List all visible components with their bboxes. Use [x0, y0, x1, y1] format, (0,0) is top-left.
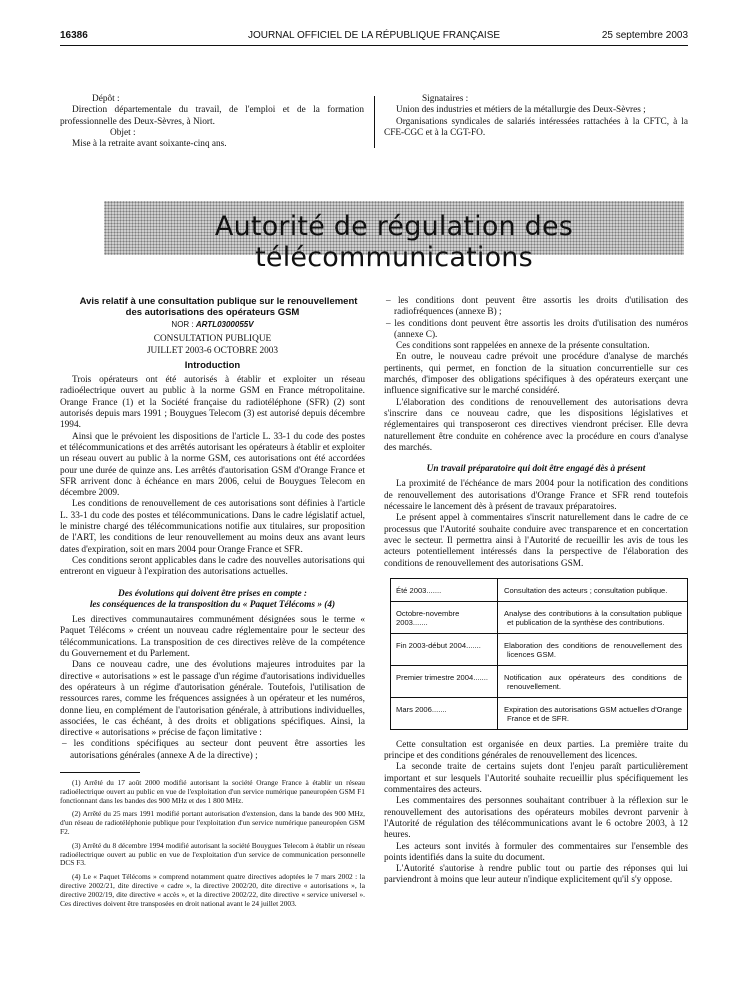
text-line: Direction départementale du travail, de l'emploi et de la formation professionnelle des Deux-Sèvres, à Niort.	[60, 105, 364, 127]
paragraph: L'Autorité s'autorise à rendre public tout ou partie des réponses qui lui parviendront à moins que leur auteur n'indique explicitement qu'il s'y oppose.	[384, 864, 688, 886]
top-right-block	[384, 94, 688, 139]
text-line: Mise à la retraite avant soixante-cinq ans.	[72, 139, 227, 150]
footnote: (1) Arrêté du 17 août 2000 modifié autorisant la société Orange France à établir un réseau radioélectrique ouvert au public en vue de l'exploitation d'un service numérique paneuropéen GSM F1 fonctionnant dans les bandes des 900 MHz et des 1 800 MHz.	[60, 777, 365, 805]
footnote: (2) Arrêté du 25 mars 1991 modifié portant autorisation d'extension, dans la bande des 900 MHz, d'un réseau de radiotéléphonie publique pour l'exploitation d'un service numérique paneuropéen GSM F2.	[60, 809, 365, 836]
section-heading	[60, 589, 365, 612]
paragraph: Cette consultation est organisée en deux parties. La première traite du principe et des conditions générales de renouvellement des licences.	[384, 739, 688, 762]
paragraph: Les directives communautaires communément désignées sous le terme « Paquet Télécoms » créent un nouveau cadre réglementaire pour le secteur des télécommunications. La transposition de ces directives relève de la compétence du Gouvernement et du Parlement.	[60, 615, 365, 660]
paragraph: Dans ce nouveau cadre, une des évolutions majeures introduites par la directive « autorisations » est le passage d'un régime d'autorisations individuelles des opérateurs à un régime d'autorisation générale. Toutefois, l'utilisation de ressources rares, comme les fréquences assignées à un opérateur et les numéros, donne lieu, en complément de l'autorisation générale, à attributions individuelles, associées, le cas échéant, à des droits et obligations spécifiques. Ainsi, la directive « autorisations » précise de façon limitative :	[60, 660, 365, 739]
journal-title: JOURNAL OFFICIEL DE LA RÉPUBLIQUE FRANÇAISE	[247, 30, 501, 41]
schedule-period-text: Mars 2006	[396, 704, 432, 714]
schedule-table	[390, 578, 688, 730]
table-row	[391, 601, 688, 633]
schedule-description: Expiration des autorisations GSM actuelles d'Orange France et de SFR.	[498, 697, 688, 729]
text-line: Union des industries et métiers de la métallurgie des Deux-Sèvres ;	[396, 105, 646, 116]
schedule-period	[391, 633, 498, 665]
section-banner	[104, 201, 684, 273]
schedule-period	[391, 697, 498, 729]
dot-leader: .......	[466, 640, 481, 650]
schedule-period-text: Premier trimestre 2004	[396, 672, 474, 682]
schedule-period-text: Octobre-novembre 2003	[396, 608, 460, 627]
section-heading-line: Des évolutions qui doivent être prises en compte :	[117, 588, 308, 599]
left-column	[60, 296, 365, 913]
table-row	[391, 633, 688, 665]
banner-title: Autorité de régulation des télécommunications	[214, 211, 574, 273]
section-heading-line: les conséquences de la transposition du « Paquet Télécoms » (4)	[89, 599, 336, 610]
paragraph: Ainsi que le prévoient les dispositions de l'article L. 33-1 du code des postes et télécommunications et des arrêtés autorisant les opérateurs à établir et exploiter un réseau ouvert au public à la norme GSM, ces autorisations ont été accordées pour une durée de quinze ans. Les arrêtés d'autorisation GSM d'Orange France et SFR arrivent donc à échéance en mars 2006, celui de Bouygues Telecom en décembre 2009.	[60, 431, 365, 499]
footnote: (3) Arrêté du 8 décembre 1994 modifié autorisant la société Bouygues Telecom à établir un réseau radioélectrique ouvert au public en vue de l'exploitation d'un service de communication personnelle DCS F3.	[60, 840, 365, 868]
dot-leader: .......	[431, 704, 447, 714]
consultation-dates: JUILLET 2003-6 OCTOBRE 2003	[146, 345, 279, 356]
nor-reference	[60, 319, 365, 330]
intro-heading: Introduction	[184, 359, 241, 371]
paragraph: La proximité de l'échéance de mars 2004 pour la notification des conditions de renouvellement des autorisations d'Orange France et SFR rend toutefois nécessaire le lancement dès à présent de travaux préparatoires.	[384, 479, 688, 513]
paragraph: Les acteurs sont invités à formuler des commentaires sur l'ensemble des points identifiés dans la suite du document.	[384, 841, 688, 863]
consultation-line: CONSULTATION PUBLIQUE	[153, 334, 272, 345]
header-rule	[60, 45, 688, 46]
table-row	[391, 578, 688, 601]
paragraph: Les conditions de renouvellement de ces autorisations sont définies à l'article L. 33-1 du code des postes et télécommunications. Dans le cadre législatif actuel, le ministre chargé des télécommunications notifie aux titulaires, sur proposition de l'ART, les conditions de leur renouvellement au moins deux ans avant leurs dates d'expiration, soit en mars 2004 pour Orange France et SFR.	[60, 499, 365, 555]
paragraph: Ces conditions sont rappelées en annexe de la présente consultation.	[396, 341, 650, 352]
text-line: Dépôt :	[92, 94, 120, 104]
schedule-period	[391, 665, 498, 697]
avis-title: Avis relatif à une consultation publique sur le renouvellement des autorisations des opérateurs GSM	[79, 296, 358, 318]
paragraph: Le présent appel à commentaires s'inscrit naturellement dans le cadre de ce processus que l'Autorité souhaite conduire avec transparence et en concertation avec le secteur. Il permettra ainsi à l'Autorité de recueillir les avis de tous les acteurs potentiellement intéressés dans la perspective de l'élaboration des conditions de renouvellement des autorisations GSM.	[384, 513, 688, 569]
dot-leader: .......	[473, 672, 489, 682]
paragraph: Trois opérateurs ont été autorisés à établir et exploiter un réseau radioélectrique ouvert au public à la norme GSM en France métropolitaine. Orange France (1) et la Société française du radiotéléphone (SFR) (2) sont autorisés depuis mars 1991 ; Bouygues Telecom (3) est autorisé depuis décembre 1994.	[60, 375, 365, 431]
column-divider	[374, 96, 375, 148]
text-line: Organisations syndicales de salariés intéressées rattachées à la CFTC, à la CFE-CGC et à la CGT-FO.	[384, 116, 688, 138]
table-row	[391, 697, 688, 729]
schedule-description: Elaboration des conditions de renouvellement des licences GSM.	[498, 633, 688, 665]
schedule-description: Analyse des contributions à la consultation publique et publication de la synthèse des contributions.	[498, 601, 688, 633]
schedule-period	[391, 578, 498, 601]
right-column	[384, 296, 688, 887]
footnote-rule	[60, 772, 140, 773]
page-number: 16386	[60, 30, 88, 41]
issue-date: 25 septembre 2003	[601, 30, 688, 41]
dot-leader: .......	[412, 617, 428, 627]
text-line: Objet :	[110, 127, 136, 138]
top-left-block	[60, 94, 364, 150]
paragraph: Ces conditions seront applicables dans le cadre des nouvelles autorisations qui entreront en vigueur à l'expiration des autorisations actuelles.	[60, 555, 365, 578]
dot-leader: .......	[426, 585, 442, 595]
paragraph: En outre, le nouveau cadre prévoit une procédure d'analyse de marchés pertinents, qui permet, en fonction de la situation concurrentielle sur ces marchés, d'imposer des obligations spécifiques à des opérateurs exerçant une influence significative sur le marché considéré.	[384, 352, 688, 397]
list-item: – les conditions dont peuvent être assortis les droits d'utilisation des numéros (annexe C).	[386, 318, 688, 340]
nor-label: NOR :	[171, 320, 194, 329]
schedule-period	[391, 601, 498, 633]
schedule-description: Notification aux opérateurs des conditions de renouvellement.	[498, 665, 688, 697]
page-header	[60, 30, 688, 44]
paragraph: Les commentaires des personnes souhaitant contribuer à la réflexion sur le renouvellement des autorisations des opérateurs mobiles devront parvenir à l'Autorité de régulation des télécommunications avant le 6 octobre 2003, à 12 heures.	[384, 796, 688, 841]
list-item: – les conditions spécifiques au secteur dont peuvent être assorties les autorisations générales (annexe A de la directive) ;	[62, 739, 365, 761]
footnote: (4) Le « Paquet Télécoms » comprend notamment quatre directives adoptées le 7 mars 2002 : la directive 2002/21, dite directive « cadre », la directive 2002/20, dite directive « autorisations », la directive 2002/19, dite directive « accès », et la directive 2002/22, dite directive « service universel ». Ces directives doivent être transposées en droit national avant le 24 juillet 2003.	[60, 872, 365, 908]
schedule-period-text: Fin 2003-début 2004	[396, 640, 467, 650]
paragraph: L'élaboration des conditions de renouvellement des autorisations devra s'inscrire dans ce nouveau cadre, que les dispositions législatives et réglementaires qui transposeront ces directives viendront préciser. Elle devra naturellement être conduite en cohérence avec la procédure en cours d'analyse des marchés.	[384, 397, 688, 453]
section-heading: Un travail préparatoire qui doit être engagé dès à présent	[426, 464, 646, 475]
table-row	[391, 665, 688, 697]
schedule-period-text: Été 2003	[396, 585, 427, 595]
nor-code: ARTL0300055V	[195, 320, 254, 329]
list-item: – les conditions dont peuvent être assortis les droits d'utilisation des radiofréquences (annexe B) ;	[386, 296, 688, 318]
text-line: Signataires :	[422, 94, 469, 104]
schedule-description: Consultation des acteurs ; consultation publique.	[498, 578, 688, 601]
paragraph: La seconde traite de certains sujets dont l'enjeu paraît particulièrement important et sur lesquels l'Autorité souhaite recueillir plus spécifiquement les commentaires des acteurs.	[384, 762, 688, 796]
